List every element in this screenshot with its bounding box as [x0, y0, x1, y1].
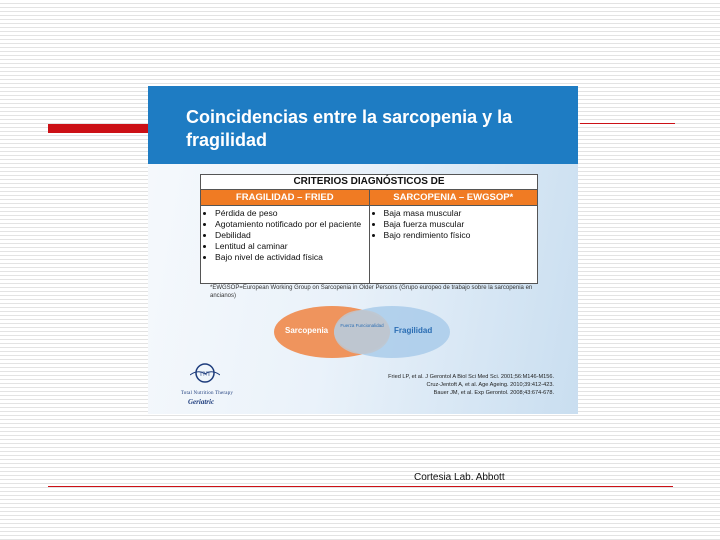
slide-header [148, 86, 578, 164]
reference-item: Fried LP, et al. J Gerontol A Biol Sci Med Sci. 2001;56:M146-M156. [388, 374, 554, 380]
ewgsop-column [369, 190, 538, 283]
fried-criteria-list [201, 208, 369, 263]
image-credit-caption: Cortesia Lab. Abbott [414, 472, 505, 483]
venn-label-overlap: Fuerza Funcionalidad [340, 323, 384, 328]
list-item: • Debilidad [215, 230, 365, 241]
list-item: • Baja masa muscular [384, 208, 534, 219]
fried-column-heading: FRAGILIDAD – FRIED [201, 190, 369, 206]
table-footnote: *EWGSOP=European Working Group on Sarcopenia in Older Persons (Grupo europeo de trabajo sobre la sarcopenia en ancianos) [210, 285, 533, 299]
decorative-red-line [48, 486, 673, 487]
references [366, 373, 554, 397]
criteria-table [200, 174, 538, 284]
list-item: • Bajo rendimiento físico [384, 230, 534, 241]
venn-label-sarcopenia: Sarcopenia [285, 326, 329, 335]
logo-subtitle: Geriatric [188, 398, 215, 406]
list-item: • Bajo nivel de actividad física [215, 252, 365, 263]
list-item: • Lentitud al caminar [215, 241, 365, 252]
venn-label-fragilidad: Fragilidad [394, 326, 433, 335]
slide-title: Coincidencias entre la sarcopenia y la fragilidad [186, 107, 513, 150]
reference-item: Cruz-Jentoft A, et al. Age Ageing. 2010;39:412-423. [426, 382, 554, 388]
logo-emblem-icon [190, 363, 220, 383]
list-item: • Baja fuerza muscular [384, 219, 534, 230]
venn-overlap [334, 310, 390, 354]
slide-image [148, 86, 578, 414]
list-item: • Agotamiento notificado por el paciente [215, 219, 365, 230]
tnt-logo [162, 361, 252, 411]
ewgsop-criteria-list [370, 208, 538, 241]
list-item: • Pérdida de peso [215, 208, 365, 219]
fried-column [201, 190, 369, 283]
criteria-columns [201, 190, 537, 283]
logo-monogram: TNT [199, 371, 211, 378]
decorative-red-bar [48, 124, 148, 133]
venn-diagram [274, 306, 450, 360]
ewgsop-column-heading: SARCOPENIA – EWGSOP* [370, 190, 538, 206]
reference-item: Bauer JM, et al. Exp Gerontol. 2008;43:674-678. [433, 390, 554, 396]
logo-name: Total Nutrition Therapy [180, 391, 234, 396]
decorative-red-line [580, 123, 675, 124]
criteria-table-header: CRITERIOS DIAGNÓSTICOS DE [201, 175, 537, 190]
